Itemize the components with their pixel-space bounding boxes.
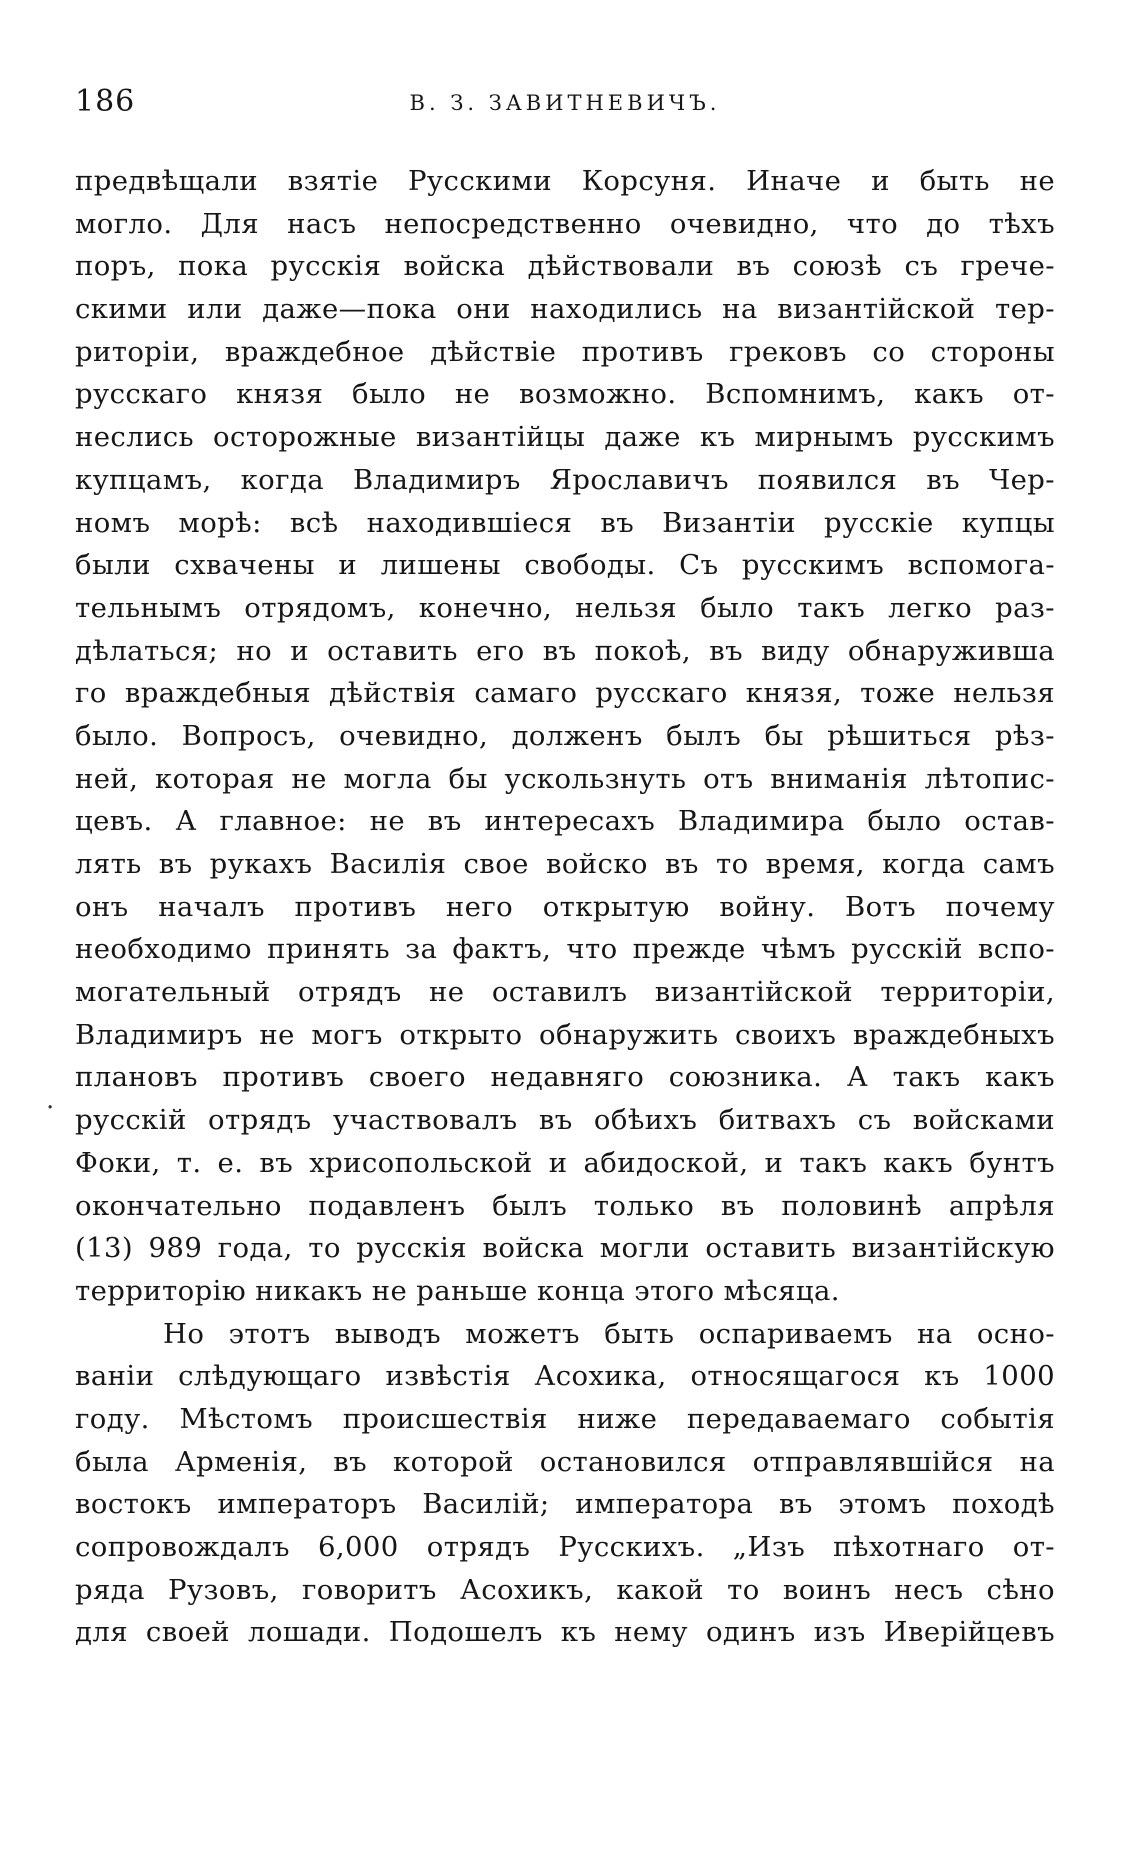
text-line: была Арменія, въ которой остановился отправлявшійся на [75,1445,1055,1478]
body-text [75,160,1055,1654]
text-line: для своей лошади. Подошелъ къ нему одинъ изъ Иверійцевъ [75,1616,1055,1649]
text-line: было. Вопросъ, очевидно, долженъ былъ бы рѣшиться рѣз- [75,719,1055,752]
text-line: плановъ противъ своего недавняго союзника. А такъ какъ [75,1061,1055,1094]
text-line: ваніи слѣдующаго извѣстія Асохика, относящагося къ 1000 [75,1360,1055,1393]
paragraph-1 [75,160,1055,1313]
text-line: дѣлаться; но и оставить его въ покоѣ, въ виду обнаружившa [75,634,1055,667]
text-line: лять въ рукахъ Василія свое войско въ то время, когда самъ [75,848,1055,880]
running-head [75,82,1055,132]
text-line: (13) 989 года, то русскія войска могли оставить византійскую [75,1232,1055,1265]
text-line: Но этотъ выводъ можетъ быть оспариваемъ на осно- [163,1317,1055,1350]
text-line: риторіи, враждебное дѣйствіе противъ грековъ со стороны [75,335,1055,368]
margin-mark: . [46,1085,55,1115]
text-line: купцамъ, когда Владимиръ Ярославичъ появился въ Чер- [75,463,1055,496]
text-line: русскій отрядъ участвовалъ въ обѣихъ битвахъ съ войсками [75,1104,1055,1137]
text-line: могательный отрядъ не оставилъ византійской территоріи, [75,976,1055,1009]
text-line: году. Мѣстомъ происшествія ниже передаваемаго событія [75,1402,1055,1435]
text-line: окончательно подавленъ былъ только въ половинѣ апрѣля [75,1189,1055,1222]
text-line: могло. Для насъ непосредственно очевидно, что до тѣхъ [75,207,1055,240]
text-line: востокъ императоръ Василій; императора въ этомъ походѣ [75,1488,1055,1521]
text-line: скими или даже—пока они находились на византійской тер- [75,293,1055,326]
text-line: го враждебныя дѣйствія самаго русскаго князя, тоже нельзя [75,677,1055,710]
text-line: предвѣщали взятіе Русскими Корсуня. Иначе и быть не [75,165,1055,197]
text-line: цевъ. А главное: не въ интересахъ Владимира было остав- [75,805,1055,838]
text-line: онъ началъ противъ него открытую войну. Вотъ почему [75,890,1055,923]
text-line: сопровождалъ 6,000 отрядъ Русскихъ. „Изъ пѣхотнаго от- [75,1531,1055,1563]
text-line: неслись осторожные византійцы даже къ мирнымъ русскимъ [75,421,1055,454]
text-line: русскаго князя было не возможно. Вспомнимъ, какъ от- [75,378,1055,411]
text-line: Фоки, т. е. въ хрисопольской и абидоской, и такъ какъ бунтъ [75,1146,1055,1179]
page-number: 186 [75,84,136,119]
running-title: В. З. ЗАВИТНЕВИЧЪ. [409,91,721,115]
text-line: поръ, пока русскія войска дѣйствовали въ союзѣ съ грече- [75,250,1055,283]
text-line: ней, которая не могла бы ускользнуть отъ вниманія лѣтопис- [75,762,1055,795]
text-line: территорію никакъ не раньше конца этого мѣсяца. [75,1274,840,1307]
text-line: необходимо принять за фактъ, что прежде чѣмъ русскій вспо- [75,933,1055,966]
text-line: были схвачены и лишены свободы. Съ русскимъ вспомога- [75,549,1055,582]
text-line: ряда Рузовъ, говоритъ Асохикъ, какой то воинъ несъ сѣно [75,1573,1055,1606]
text-line: номъ морѣ: всѣ находившіеся въ Византіи русскіе купцы [75,506,1055,539]
text-line: тельнымъ отрядомъ, конечно, нельзя было такъ легко раз- [75,591,1055,624]
text-line: Владимиръ не могъ открыто обнаружить своихъ враждебныхъ [75,1018,1055,1051]
paragraph-2 [75,1313,1055,1655]
